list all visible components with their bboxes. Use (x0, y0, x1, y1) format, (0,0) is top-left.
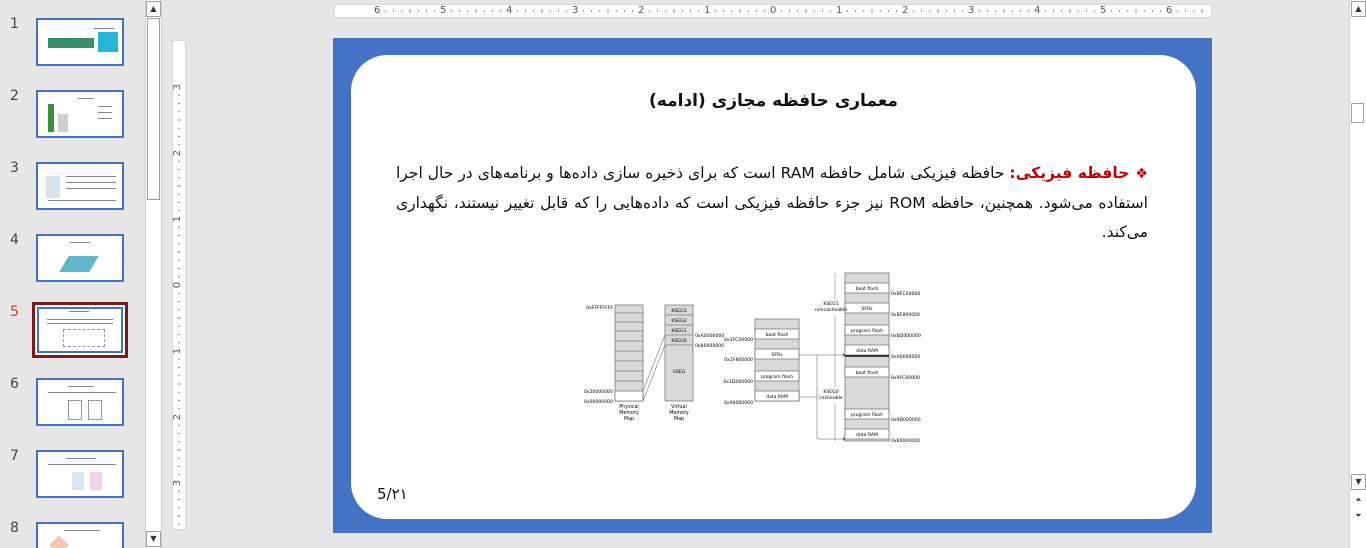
scroll-down-button[interactable]: ▼ (1351, 474, 1366, 490)
slide-preview[interactable] (36, 18, 124, 66)
slide-number: 1 (10, 16, 19, 32)
vertical-ruler (172, 40, 186, 530)
slide-thumbnail-4[interactable] (0, 232, 145, 292)
slide-thumbnail-1[interactable] (0, 16, 145, 76)
ruler-label: 0 (770, 5, 777, 16)
slide-page-number[interactable]: 5/۲۱ (377, 485, 408, 503)
next-slide-icon[interactable]: ⏷ (1351, 509, 1366, 525)
ruler-label: 4 (1034, 5, 1041, 16)
svg-text:program flash: program flash (850, 329, 884, 334)
svg-text:program flash: program flash (760, 375, 794, 380)
physical-detail-column (723, 319, 817, 439)
virtual-memory-column (643, 305, 724, 422)
svg-text:USEG: USEG (672, 370, 686, 375)
slide-thumbnail-7[interactable] (0, 448, 145, 508)
svg-text:cacheable: cacheable (819, 396, 843, 401)
svg-text:0x80000000: 0x80000000 (891, 439, 921, 444)
svg-text:0x1F800000: 0x1F800000 (724, 358, 753, 363)
slide-preview[interactable] (36, 162, 124, 210)
svg-text:boot flash: boot flash (855, 371, 879, 376)
svg-text:0x80000000: 0x80000000 (695, 344, 725, 349)
slide-number: 3 (10, 160, 19, 176)
slide-number: 4 (10, 232, 19, 248)
scrollbar-thumb[interactable] (147, 18, 160, 200)
ruler-label: 1 (836, 5, 843, 16)
slide-number: 2 (10, 88, 19, 104)
slide-title[interactable]: معماری حافظه مجازی (ادامه) (649, 91, 898, 111)
slide-thumbnail-2[interactable] (0, 88, 145, 148)
ruler-label: 1 (172, 215, 184, 223)
svg-text:noncacheable: noncacheable (814, 308, 848, 313)
slide-thumbnail-8[interactable] (0, 520, 145, 548)
ruler-label: 6 (1166, 5, 1173, 16)
phys-mid-addr: 0x20000000 (583, 390, 613, 395)
svg-text:SFRs: SFRs (771, 353, 783, 358)
slide-content-card (351, 55, 1196, 519)
svg-text:0xA0000000: 0xA0000000 (695, 334, 725, 339)
ruler-label: 3 (572, 5, 579, 16)
slide-preview[interactable] (36, 234, 124, 282)
svg-text:0x9FC00000: 0x9FC00000 (891, 376, 921, 381)
svg-text:0x9D000000: 0x9D000000 (891, 418, 921, 423)
svg-text:0x1D000000: 0x1D000000 (723, 380, 753, 385)
svg-text:Virtual: Virtual (671, 405, 687, 410)
ruler-label: 2 (172, 413, 184, 421)
phys-top-addr: 0xFFFFFFFF (586, 306, 613, 311)
scrollbar-thumb[interactable] (1351, 103, 1364, 123)
thumbnail-scrollbar[interactable] (145, 0, 162, 548)
slide-number: 7 (10, 448, 19, 464)
editor-vertical-scrollbar[interactable] (1349, 0, 1366, 548)
svg-text:0xBF800000: 0xBF800000 (891, 313, 920, 318)
memory-map-diagram[interactable] (581, 269, 961, 447)
slide-preview[interactable] (36, 378, 124, 426)
ruler-label: 2 (172, 149, 184, 157)
slide-body-text[interactable] (396, 159, 1148, 247)
svg-text:Physical: Physical (619, 405, 639, 410)
slide-preview[interactable] (36, 522, 124, 548)
ruler-label: 4 (506, 5, 513, 16)
ruler-label: 0 (172, 281, 184, 289)
svg-text:0xA0000000: 0xA0000000 (891, 355, 921, 360)
ruler-label: 5 (440, 5, 447, 16)
ruler-label: 5 (1100, 5, 1107, 16)
ruler-label: 3 (172, 479, 184, 487)
slide-thumbnail-3[interactable] (0, 160, 145, 220)
horizontal-ruler (334, 4, 1212, 18)
svg-text:boot flash: boot flash (855, 287, 879, 292)
physical-memory-column (584, 305, 643, 422)
svg-text:Memory: Memory (619, 411, 639, 416)
slide-thumbnail-panel (0, 0, 145, 548)
svg-text:data RAM: data RAM (856, 349, 878, 354)
ruler-label: 2 (902, 5, 909, 16)
svg-text:KSEG1: KSEG1 (671, 329, 687, 334)
svg-text:0xBD000000: 0xBD000000 (891, 334, 921, 339)
svg-text:KSEG0: KSEG0 (823, 390, 839, 395)
diamond-bullet-icon: ❖ (1135, 166, 1148, 182)
svg-text:KSEG3: KSEG3 (671, 309, 687, 314)
svg-text:0x00000000: 0x00000000 (723, 401, 753, 406)
ruler-label: 1 (704, 5, 711, 16)
svg-text:Map: Map (623, 417, 635, 422)
ruler-label: 2 (638, 5, 645, 16)
phys-bottom-addr: 0x00000000 (583, 400, 613, 405)
body-content: حافظه فیزیکی شامل حافظه RAM است که برای ذخیره سازی داده‌ها و برنامه‌های در حال اجرا استفاده می‌شود. همچنین، حافظه ROM نیز جزء حافظه فیزیکی است که داده‌هایی را که قابل تغییر نیستند، نگهداری می‌کند. (396, 164, 1148, 241)
slide-number: 8 (10, 520, 19, 536)
svg-text:0xBFC00000: 0xBFC00000 (891, 292, 921, 297)
ruler-label: 1 (172, 347, 184, 355)
ruler-label: 6 (374, 5, 381, 16)
slide-thumbnail-5[interactable] (0, 304, 145, 364)
slide-canvas[interactable] (333, 38, 1212, 533)
slide-number: 6 (10, 376, 19, 392)
svg-text:SFRs: SFRs (861, 307, 873, 312)
svg-text:Memory: Memory (669, 411, 689, 416)
svg-text:program flash: program flash (850, 413, 884, 418)
slide-preview[interactable] (36, 450, 124, 498)
previous-slide-icon[interactable]: ⏶ (1351, 493, 1366, 509)
svg-text:0x1FC00000: 0x1FC00000 (723, 338, 753, 343)
svg-text:data RAM: data RAM (766, 395, 788, 400)
svg-text:Map: Map (673, 417, 685, 422)
highlight-term: حافظه فیزیکی: (1009, 164, 1130, 182)
kseg-column (815, 273, 921, 444)
ruler-label: 3 (172, 83, 184, 91)
slide-preview[interactable] (36, 90, 124, 138)
scroll-up-button[interactable]: ▲ (1351, 1, 1366, 17)
svg-text:data RAM: data RAM (856, 433, 878, 438)
svg-text:KSEG1: KSEG1 (823, 302, 839, 307)
ruler-label: 3 (968, 5, 975, 16)
scroll-down-button[interactable]: ▼ (146, 531, 161, 547)
slide-thumbnail-6[interactable] (0, 376, 145, 436)
slide-preview-selected[interactable] (32, 302, 128, 358)
scroll-up-button[interactable]: ▲ (146, 1, 161, 17)
slide-number: 5 (10, 304, 19, 320)
svg-text:KSEG2: KSEG2 (671, 319, 687, 324)
svg-text:boot flash: boot flash (765, 333, 789, 338)
svg-text:KSEG0: KSEG0 (671, 339, 687, 344)
